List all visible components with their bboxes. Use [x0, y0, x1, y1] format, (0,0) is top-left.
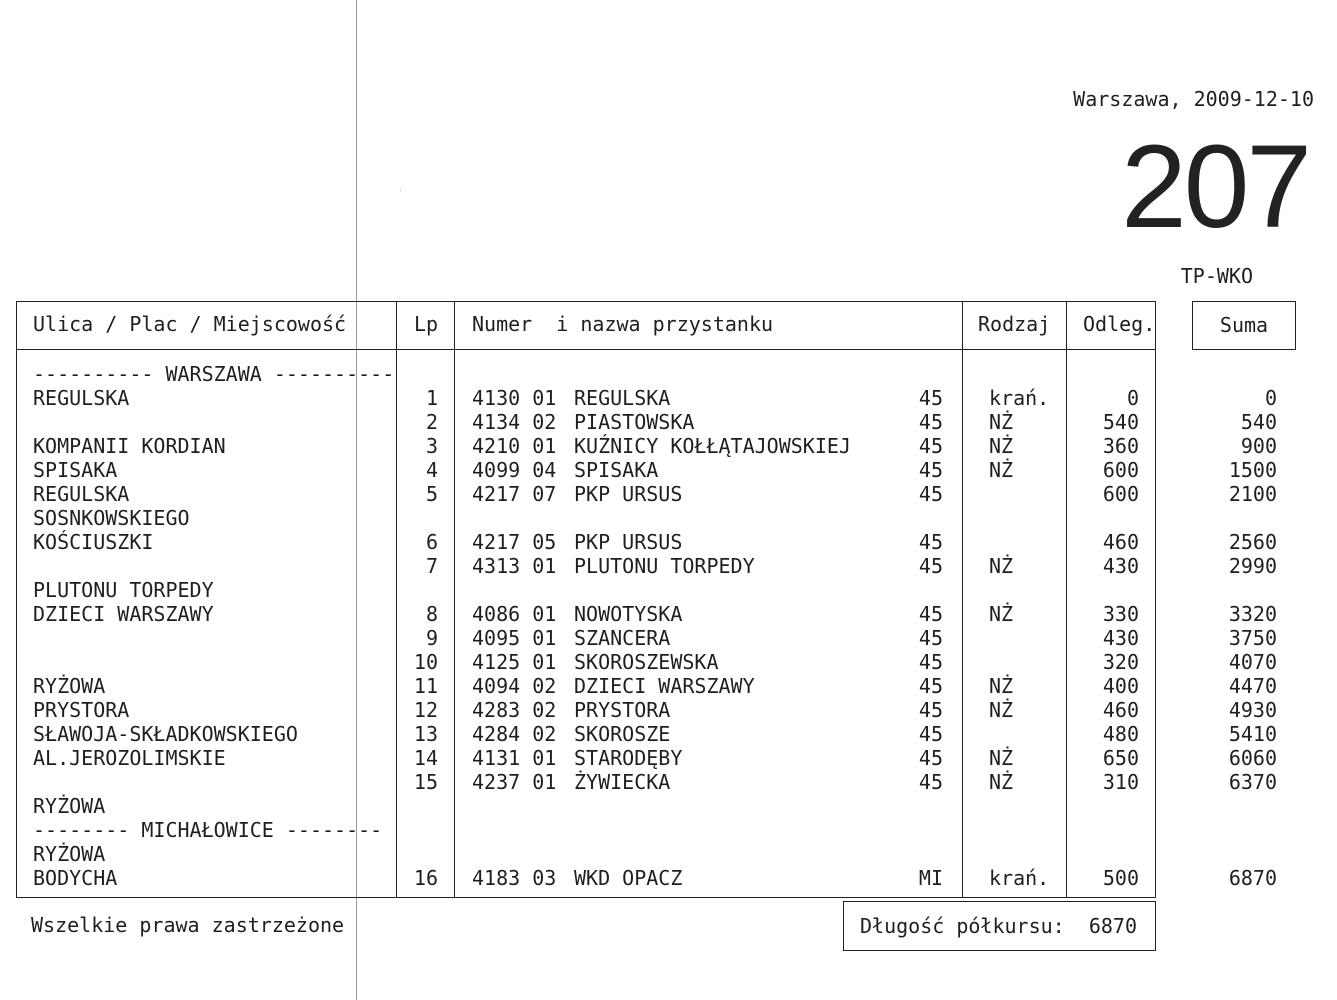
stop-name: PKP URSUS [574, 530, 683, 554]
stop-number: 4086 01 [472, 602, 557, 626]
table-row [17, 674, 1277, 698]
table-row [17, 698, 1277, 722]
stop-name: SPISAKA [574, 458, 659, 482]
street-name: AL.JEROZOLIMSKIE [33, 746, 226, 770]
stop-zone: MI [918, 866, 943, 890]
stop-distance: 0 [1126, 386, 1139, 410]
stop-number: 4094 02 [472, 674, 557, 698]
stop-number: 4237 01 [472, 770, 557, 794]
stop-number: 4284 02 [472, 722, 557, 746]
stop-zone: 45 [918, 482, 943, 506]
stop-number: 4095 01 [472, 626, 557, 650]
street-name: SOSNKOWSKIEGO [33, 506, 190, 530]
stop-type: NŻ [989, 698, 1014, 722]
town-header-warszawa: ---------- WARSZAWA ---------- [33, 362, 395, 386]
street-name: RYŻOWA [33, 674, 106, 698]
stop-lp: 5 [425, 482, 438, 506]
column-header-lp: Lp [414, 312, 439, 336]
stop-name: SKOROSZEWSKA [574, 650, 719, 674]
street-name: DZIECI WARSZAWY [33, 602, 214, 626]
street-name: SŁAWOJA-SKŁADKOWSKIEGO [33, 722, 298, 746]
stop-distance: 360 [1102, 434, 1139, 458]
stop-zone: 45 [918, 770, 943, 794]
route-length-value: 6870 [1088, 914, 1137, 938]
table-row [17, 482, 1277, 506]
route-number: 207 [1121, 121, 1309, 253]
stop-cumulative-sum: 4470 [1228, 674, 1277, 698]
street-name: RYŻOWA [33, 794, 106, 818]
stop-number: 4210 01 [472, 434, 557, 458]
sum-column-header: Suma [1192, 301, 1296, 350]
stop-name: ŻYWIECKA [574, 770, 671, 794]
stop-distance: 330 [1102, 602, 1139, 626]
stop-number: 4283 02 [472, 698, 557, 722]
stop-name: STARODĘBY [574, 746, 683, 770]
table-row [17, 602, 1277, 626]
stop-zone: 45 [918, 626, 943, 650]
stop-lp: 15 [413, 770, 438, 794]
table-row [17, 722, 1277, 746]
street-name: SPISAKA [33, 458, 118, 482]
table-row [17, 578, 1157, 602]
stop-lp: 4 [425, 458, 438, 482]
rights-notice: Wszelkie prawa zastrzeżone [31, 913, 345, 937]
stop-type: NŻ [989, 602, 1014, 626]
header-separator [17, 349, 1155, 350]
street-name: BODYCHA [33, 866, 118, 890]
stop-zone: 45 [918, 650, 943, 674]
stop-lp: 16 [413, 866, 438, 890]
stop-zone: 45 [918, 554, 943, 578]
stop-zone: 45 [918, 410, 943, 434]
stop-number: 4099 04 [472, 458, 557, 482]
stop-name: WKD OPACZ [574, 866, 683, 890]
stop-cumulative-sum: 1500 [1228, 458, 1277, 482]
stop-lp: 12 [413, 698, 438, 722]
stop-zone: 45 [918, 530, 943, 554]
stop-type: NŻ [989, 410, 1014, 434]
stop-distance: 310 [1102, 770, 1139, 794]
street-name: REGULSKA [33, 482, 130, 506]
stop-name: DZIECI WARSZAWY [574, 674, 755, 698]
stop-cumulative-sum: 2560 [1228, 530, 1277, 554]
stop-lp: 11 [413, 674, 438, 698]
table-row [17, 410, 1277, 434]
stop-cumulative-sum: 4930 [1228, 698, 1277, 722]
stop-lp: 9 [425, 626, 438, 650]
route-code: TP-WKO [1180, 264, 1253, 288]
stop-cumulative-sum: 4070 [1228, 650, 1277, 674]
stop-distance: 400 [1102, 674, 1139, 698]
table-row [17, 818, 1157, 842]
stop-distance: 650 [1102, 746, 1139, 770]
stop-number: 4131 01 [472, 746, 557, 770]
table-row [17, 386, 1277, 410]
stop-name: SKOROSZE [574, 722, 671, 746]
column-header-type: Rodzaj [978, 312, 1051, 336]
stop-number: 4217 05 [472, 530, 557, 554]
stop-zone: 45 [918, 458, 943, 482]
stop-name: PRYSTORA [574, 698, 671, 722]
stop-type: krań. [989, 386, 1050, 410]
stop-zone: 45 [918, 386, 943, 410]
stop-type: NŻ [989, 554, 1014, 578]
table-row [17, 842, 1157, 866]
stop-type: NŻ [989, 746, 1014, 770]
stop-distance: 600 [1102, 458, 1139, 482]
stop-lp: 7 [425, 554, 438, 578]
table-row [17, 530, 1277, 554]
stop-lp: 6 [425, 530, 438, 554]
stop-cumulative-sum: 6370 [1228, 770, 1277, 794]
issue-date: Warszawa, 2009-12-10 [1073, 87, 1314, 111]
stop-distance: 430 [1102, 626, 1139, 650]
stop-zone: 45 [918, 434, 943, 458]
stop-cumulative-sum: 6870 [1228, 866, 1277, 890]
street-name: PLUTONU TORPEDY [33, 578, 214, 602]
column-header-street: Ulica / Plac / Miejscowość [33, 312, 347, 336]
stop-distance: 480 [1102, 722, 1139, 746]
stop-name: KUŹNICY KOŁŁĄTAJOWSKIEJ [574, 434, 851, 458]
stop-cumulative-sum: 3320 [1228, 602, 1277, 626]
stop-type: NŻ [989, 458, 1014, 482]
street-name: KOŚCIUSZKI [33, 530, 154, 554]
table-row [17, 650, 1277, 674]
stop-cumulative-sum: 2990 [1228, 554, 1277, 578]
stop-name: REGULSKA [574, 386, 671, 410]
scan-speck [400, 190, 401, 191]
town-header-michalowice: -------- MICHAŁOWICE -------- [33, 818, 383, 842]
stop-cumulative-sum: 5410 [1228, 722, 1277, 746]
stop-cumulative-sum: 3750 [1228, 626, 1277, 650]
stop-number: 4125 01 [472, 650, 557, 674]
stop-cumulative-sum: 900 [1240, 434, 1277, 458]
stop-number: 4313 01 [472, 554, 557, 578]
street-name: PRYSTORA [33, 698, 130, 722]
stop-zone: 45 [918, 722, 943, 746]
stop-distance: 460 [1102, 698, 1139, 722]
column-header-distance: Odleg. [1083, 312, 1156, 336]
stop-number: 4134 02 [472, 410, 557, 434]
table-row [17, 362, 1157, 386]
table-row [17, 746, 1277, 770]
stop-zone: 45 [918, 746, 943, 770]
stop-distance: 540 [1102, 410, 1139, 434]
stop-name: SZANCERA [574, 626, 671, 650]
table-row [17, 626, 1277, 650]
table-row [17, 794, 1157, 818]
table-row [17, 770, 1277, 794]
stop-distance: 500 [1102, 866, 1139, 890]
stop-distance: 460 [1102, 530, 1139, 554]
table-row [17, 866, 1277, 890]
table-row [17, 458, 1277, 482]
stop-type: krań. [989, 866, 1050, 890]
stop-name: PIASTOWSKA [574, 410, 695, 434]
street-name: KOMPANII KORDIAN [33, 434, 226, 458]
stop-number: 4130 01 [472, 386, 557, 410]
stop-type: NŻ [989, 674, 1014, 698]
table-row [17, 554, 1277, 578]
stop-name: NOWOTYSKA [574, 602, 683, 626]
stop-lp: 10 [413, 650, 438, 674]
table-row [17, 506, 1157, 530]
stop-lp: 8 [425, 602, 438, 626]
stop-name: PKP URSUS [574, 482, 683, 506]
stop-number: 4183 03 [472, 866, 557, 890]
stop-distance: 320 [1102, 650, 1139, 674]
table-row [17, 434, 1277, 458]
stop-cumulative-sum: 0 [1264, 386, 1277, 410]
stop-type: NŻ [989, 434, 1014, 458]
route-length-label: Długość półkursu: [860, 914, 1065, 938]
street-name: REGULSKA [33, 386, 130, 410]
stop-number: 4217 07 [472, 482, 557, 506]
stop-lp: 3 [425, 434, 438, 458]
stop-type: NŻ [989, 770, 1014, 794]
stop-cumulative-sum: 2100 [1228, 482, 1277, 506]
route-length-box [843, 901, 1156, 951]
stop-cumulative-sum: 6060 [1228, 746, 1277, 770]
street-name: RYŻOWA [33, 842, 106, 866]
stop-lp: 14 [413, 746, 438, 770]
column-header-stop: Numer i nazwa przystanku [472, 312, 774, 336]
stop-distance: 430 [1102, 554, 1139, 578]
stop-cumulative-sum: 540 [1240, 410, 1277, 434]
stop-lp: 1 [425, 386, 438, 410]
stop-name: PLUTONU TORPEDY [574, 554, 755, 578]
stop-distance: 600 [1102, 482, 1139, 506]
stop-lp: 13 [413, 722, 438, 746]
stop-lp: 2 [425, 410, 438, 434]
stop-zone: 45 [918, 602, 943, 626]
stop-zone: 45 [918, 698, 943, 722]
stop-zone: 45 [918, 674, 943, 698]
